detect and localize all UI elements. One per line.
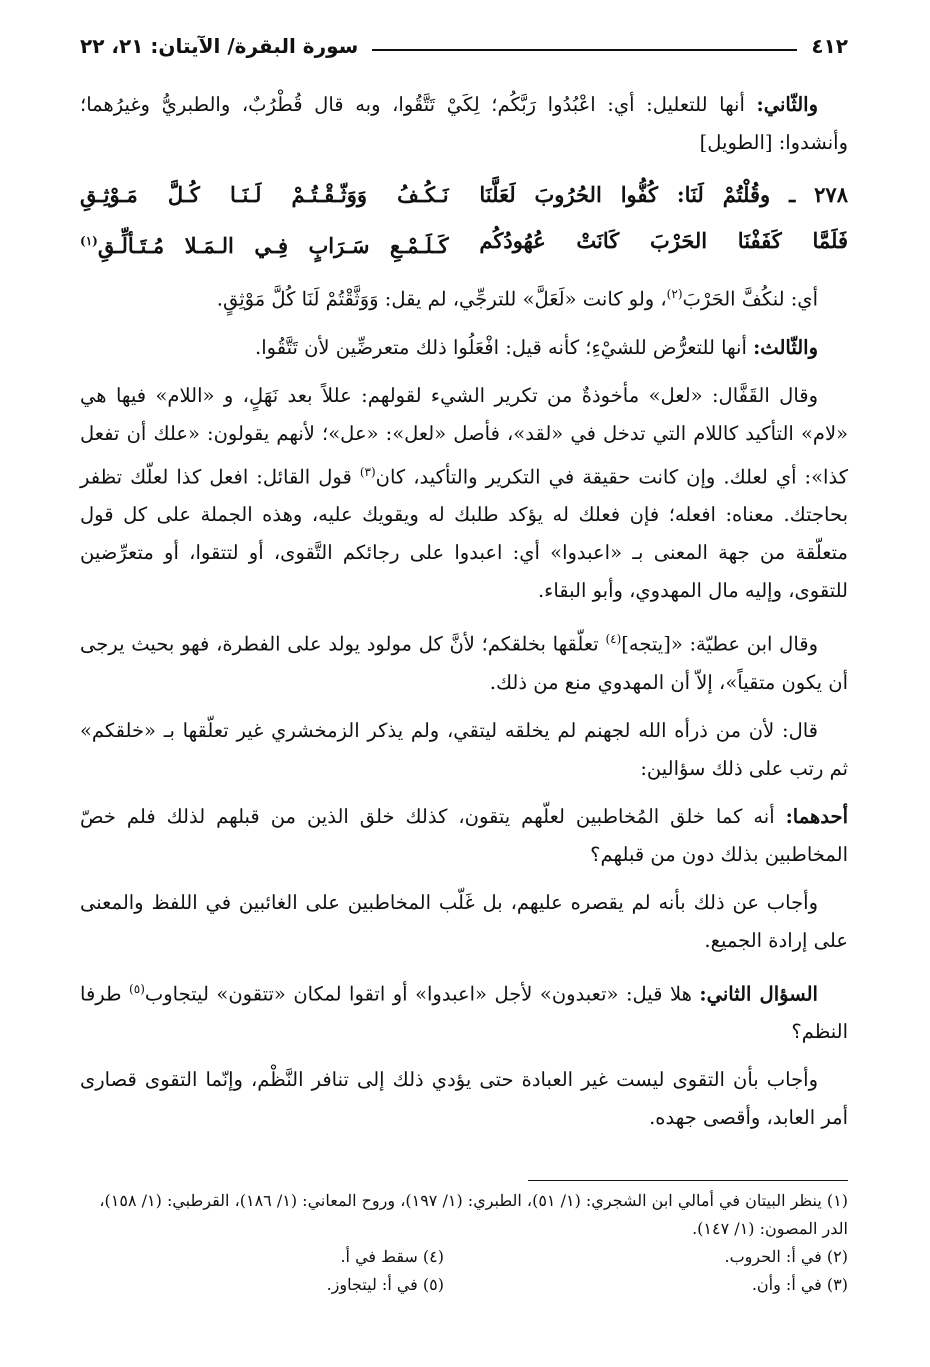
- paragraph-text: وقال ابن عطيّة: «[يتجه]: [621, 632, 819, 656]
- body-text: [80, 86, 848, 1137]
- footnote-rule: [528, 1180, 848, 1181]
- paragraph-text: وأجاب بأن التقوى ليست غير العبادة حتى يؤدي ذلك إلى تنافر النَّظْم، وإنّما التقوى قصارى أمر العابد، وأقصى جهده.: [80, 1068, 848, 1129]
- footnotes: [80, 1180, 848, 1299]
- paragraph-text: هلا قيل: «تعبدون» لأجل «اعبدوا» أو اتقوا لمكان «تتقون» ليتجاوب: [144, 982, 700, 1005]
- paragraph-text: قول القائل: افعل كذا لعلّك تظفر بحاجتك. معناه: افعله؛ فإن فعلك له يؤكد طلبك له ويقويك عليه، وهذه الجملة على كل قول متعلّقة من جهة المعنى بـ «اعبدوا» أي: اعبدوا على رجائكم التَّقوى، أو لتتقوا، أو متعرِّضين للتقوى، وإليه مال المهدوي، وأبو البقاء.: [80, 465, 848, 602]
- paragraph-text: وقال القَفَّال: «لعل» مأخوذةٌ من تكرير الشيء لقولهم: عللاً بعد نَهَلٍ، و «اللام» فيها هي «لام» التأكيد كاللام التي تدخل في «لقد»، فأصل «لعل»: «عل»؛ لأنهم يقولون: «علك أن تفعل كذا»: أي لعلك. وإن كانت حقيقة في التكرير والتأكيد، كان: [80, 383, 848, 488]
- paragraph-text: وأجاب عن ذلك بأنه لم يقصره عليهم، بل غَلّب المخاطبين على الغائبين في اللفظ والمعنى على إرادة الجميع.: [80, 890, 848, 952]
- paragraph-text: ، ولو كانت «لَعَلَّ» للترجِّي، لم يقل: وَوَثَّقْتُمْ لَنَا كُلَّ مَوْثِقٍ.: [216, 287, 667, 311]
- running-title: سورة البقرة/ الآيتان: ٢١، ٢٢: [80, 34, 359, 58]
- paragraph-ay: [80, 275, 848, 319]
- footnote-2: (٢) في أ: الحروب.: [724, 1247, 848, 1266]
- poem-hemistich-second: نَـكُـفُ وَوَثّـقْـتُـمْ لَـنَـا كُـلَّ مَـوْثِـقِ: [80, 182, 449, 207]
- paragraph-ibn-atiyya: [80, 620, 848, 702]
- poem-hemistich-first: فَلَمَّا كَفَفْنَا الحَرْبَ كَانَتْ عُهُودُكُم: [479, 228, 848, 253]
- paragraph-text: أنها للتعليل: أي: اعْبُدُوا رَبَّكُم؛ لِكَيْ تَتَّقُوا، وبه قال قُطْرُبٌ، والطبريُّ وغيرُهما؛ وأنشدوا: [الطويل]: [80, 93, 848, 154]
- paragraph-answer-one: [80, 884, 848, 960]
- poem: [80, 172, 848, 269]
- paragraph-text: أنه كما خلق المُخاطبين لعلّهم يتقون، كذلك خلق الذين من قبلهم لذلك فلم خصّ المخاطبين بذلك دون من قبلهم؟: [80, 804, 848, 866]
- footnote-3: (٣) في أ: وأن.: [751, 1275, 848, 1294]
- paragraph-text: تعلّقها بخلقكم؛ لأنَّ كل مولود يولد على الفطرة، فهو بحيث يرجى أن يكون متقياً»، إلاّ أن المهدوي منع من ذلك.: [80, 632, 848, 694]
- paragraph-zamakhshari: [80, 712, 848, 788]
- poem-hemistich-second: [80, 218, 449, 269]
- footnote-ref: (١): [80, 234, 98, 248]
- header-rule: [372, 49, 797, 51]
- paragraph-text: أنها للتعرُّض للشيْءِ؛ كأنه قيل: افْعَلُوا ذلك متعرضِّين لأن تَتَّقُوا.: [255, 335, 754, 359]
- paragraph-lead: أحدهما:: [785, 804, 848, 828]
- hemistich-text: كَـلَـمْـعِ سَـرَابٍ فِـي الـمَـلا مُـتَـألِّـقِ: [97, 233, 449, 258]
- paragraph-lead: السؤال الثاني:: [699, 982, 818, 1005]
- poem-line: [80, 172, 848, 218]
- footnote-ref: (٥): [129, 981, 145, 996]
- paragraph-qaffal: [80, 377, 848, 611]
- footnote-ref: (٣): [359, 464, 376, 479]
- footnote-ref: (٤): [605, 632, 622, 646]
- footnote-grid: [80, 1243, 848, 1299]
- paragraph-question-one: [80, 798, 848, 874]
- paragraph-text: أي: لنكُفَّ الحَرْبَ: [682, 287, 818, 311]
- poem-hemistich-first: ٢٧٨ ـ وقُلْتُمْ لَنَا: كُفُّوا الحُرُوبَ لَعَلَّنَا: [479, 182, 848, 207]
- paragraph-question-two: [80, 970, 848, 1052]
- paragraph-text: طرفا النظم؟: [80, 982, 848, 1043]
- page-number: ٤١٢: [811, 34, 848, 58]
- footnote-5: (٥) في أ: ليتجاوز.: [326, 1275, 444, 1294]
- paragraph-second: [80, 86, 848, 162]
- paragraph-lead: والثّالث:: [753, 335, 818, 359]
- page-header: [80, 34, 848, 64]
- paragraph-lead: والثّاني:: [756, 93, 818, 116]
- paragraph-answer-two: [80, 1061, 848, 1137]
- footnote-ref: (٢): [666, 287, 683, 301]
- poem-line: [80, 218, 848, 269]
- paragraph-third: [80, 329, 848, 367]
- footnote-1: (١) ينظر البيتان في أمالي ابن الشجري: (١/ ٥١)، الطبري: (١/ ١٩٧)، وروح المعاني: (١/ ١٨٦)، القرطبي: (١/ ١٥٨)، الدر المصون: (١/ ١٤٧).: [99, 1191, 848, 1238]
- footnote-4: (٤) سقط في أ.: [340, 1247, 444, 1266]
- paragraph-text: قال: لأن من ذرأه الله لجهنم لم يخلقه ليتقي، ولم يذكر الزمخشري غير تعلّقها بـ «خلقكم» ثم رتب على ذلك سؤالين:: [80, 718, 848, 780]
